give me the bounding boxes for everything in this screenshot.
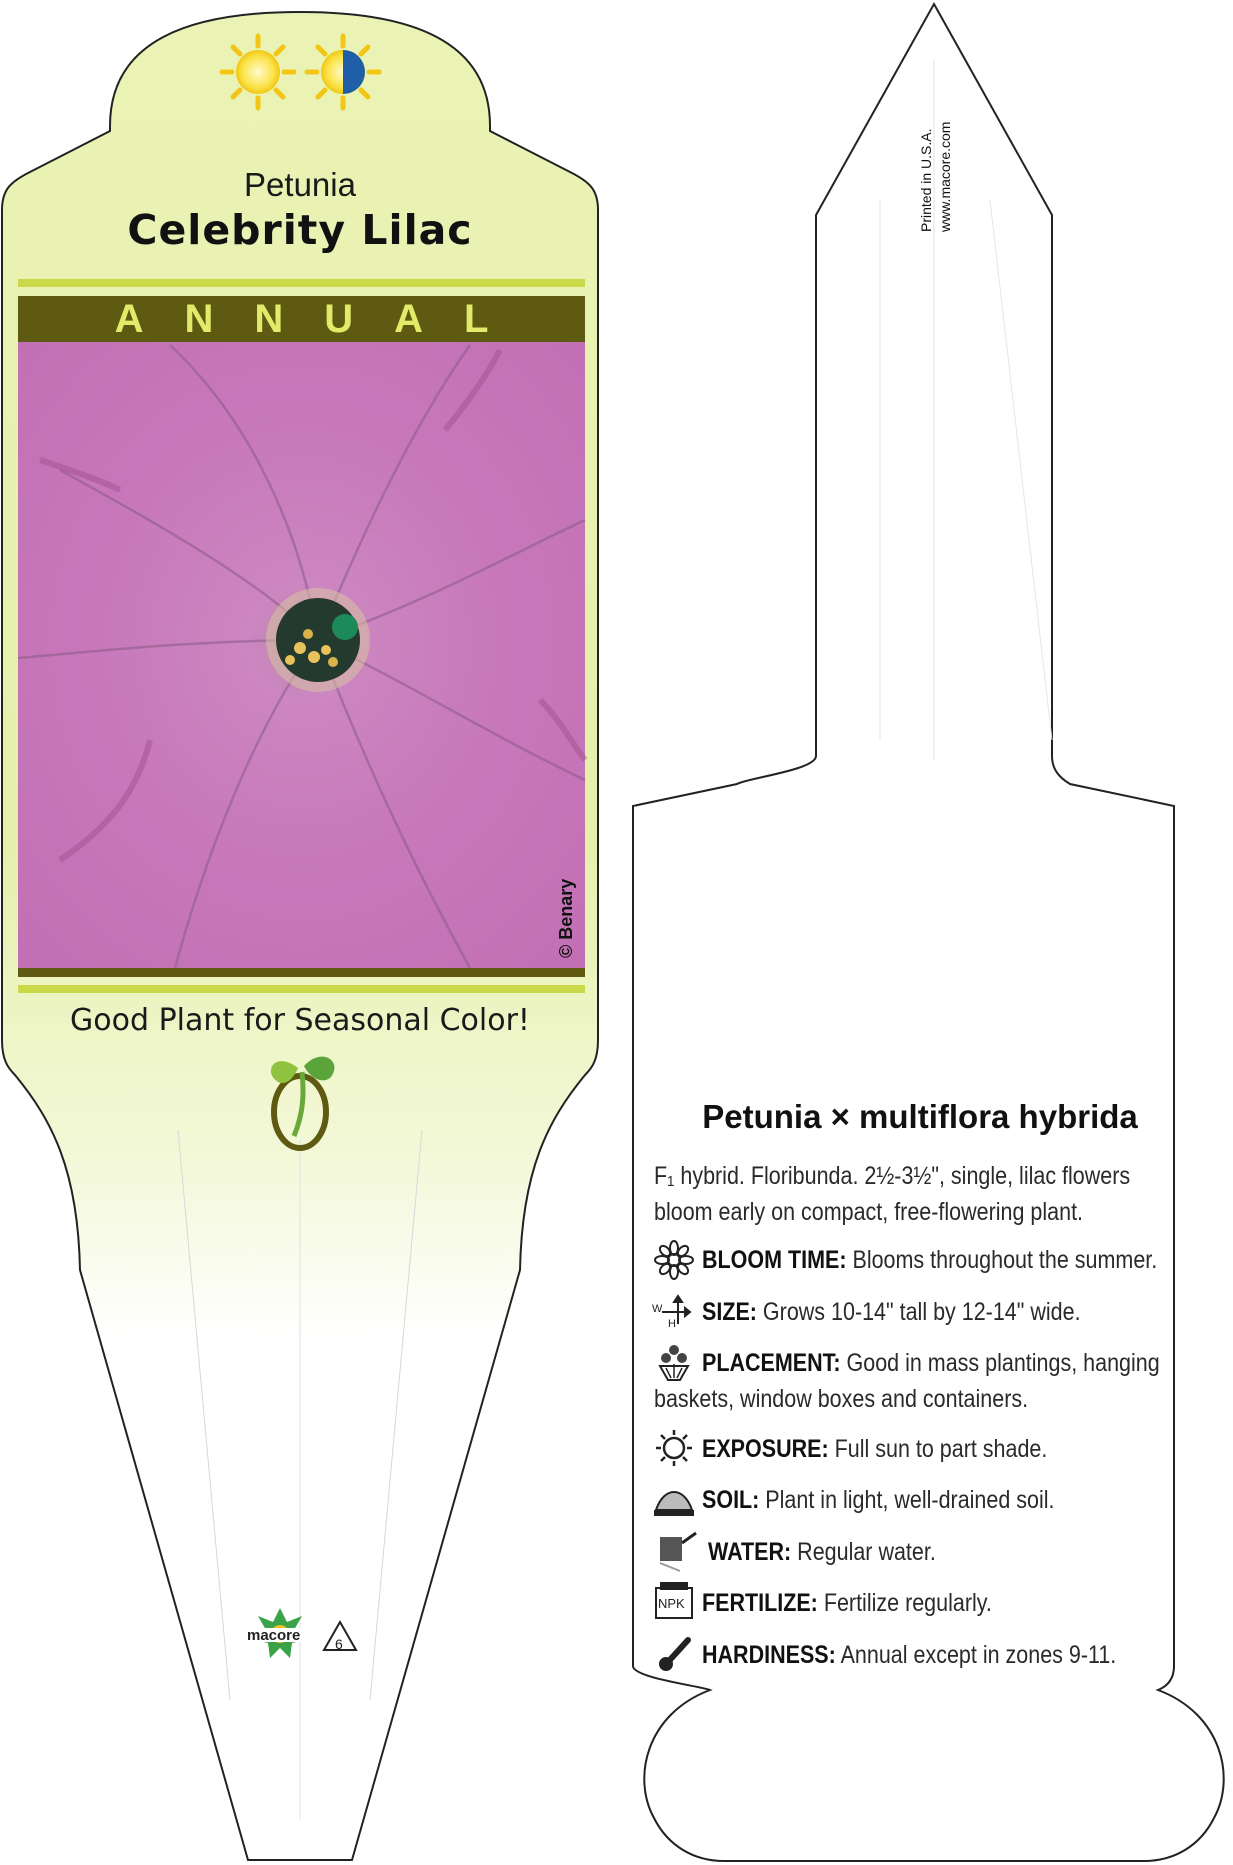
detail-hardiness: HARDINESS: Annual except in zones 9-11. — [702, 1641, 1117, 1669]
plant-genus: Petunia — [244, 166, 356, 203]
size-w-label: W — [652, 1303, 663, 1315]
website: www.macore.com — [937, 121, 953, 232]
scientific-name: Petunia × multiflora hybrida — [702, 1098, 1138, 1135]
plant-cultivar: Celebrity Lilac — [127, 206, 473, 254]
full-sun-icon — [222, 36, 294, 108]
description-line2: bloom early on compact, free-flowering plant. — [654, 1198, 1084, 1226]
recycle-code: 6 — [335, 1636, 343, 1652]
npk-label: NPK — [658, 1596, 685, 1611]
brand-name: macore — [247, 1627, 301, 1644]
detail-size: SIZE: Grows 10-14" tall by 12-14" wide. — [702, 1298, 1081, 1326]
detail-placement-line2: baskets, window boxes and containers. — [654, 1385, 1029, 1413]
detail-bloom-time: BLOOM TIME: Blooms throughout the summer. — [702, 1246, 1158, 1274]
size-h-label: H — [668, 1318, 676, 1330]
detail-water: WATER: Regular water. — [708, 1538, 936, 1566]
detail-exposure: EXPOSURE: Full sun to part shade. — [702, 1435, 1048, 1463]
detail-placement: PLACEMENT: Good in mass plantings, hanging — [702, 1349, 1160, 1377]
tagline: Good Plant for Seasonal Color! — [70, 1003, 530, 1038]
detail-fertilize: FERTILIZE: Fertilize regularly. — [702, 1589, 992, 1617]
description-line1: F₁ hybrid. Floribunda. 2½-3½", single, lilac flowers — [654, 1162, 1131, 1190]
printed-in: Printed in U.S.A. — [918, 128, 934, 232]
category-label: ANNUAL — [114, 297, 530, 341]
photo-credit: © Benary — [556, 878, 576, 958]
part-shade-icon — [307, 36, 379, 108]
back-tag — [632, 4, 1224, 1862]
detail-soil: SOIL: Plant in light, well-drained soil. — [702, 1486, 1055, 1514]
front-tag — [2, 12, 598, 1860]
